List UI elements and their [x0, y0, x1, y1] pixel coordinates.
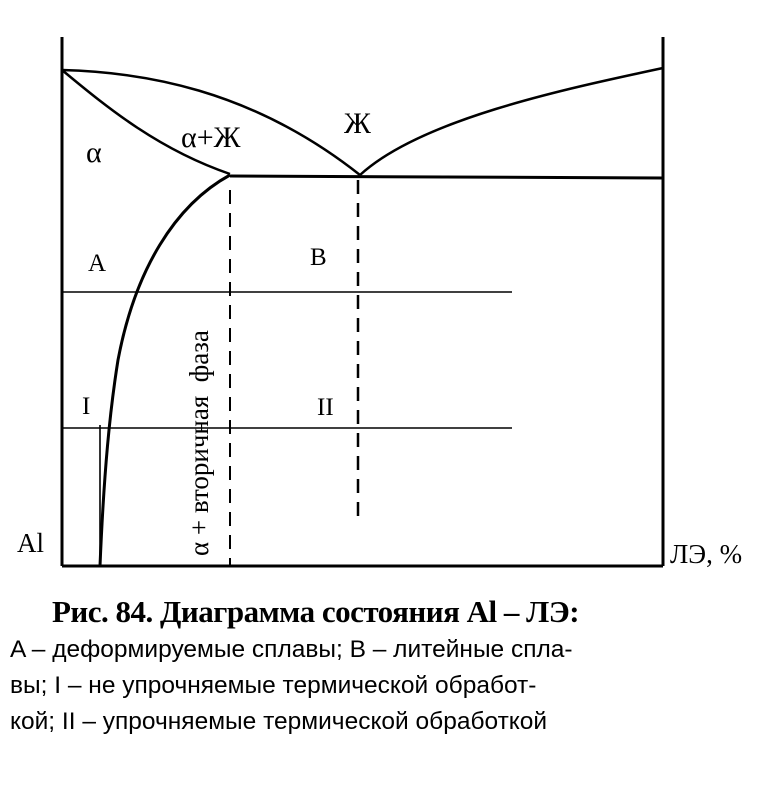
- alpha-liquid-label: α+Ж: [181, 121, 241, 154]
- eutectic-line: [230, 176, 663, 178]
- caption-title: Рис. 84. Диаграмма состояния Al – ЛЭ:: [52, 594, 580, 629]
- secondary-phase-label: α + вторичная фаза: [184, 330, 214, 556]
- alpha-label: α: [86, 136, 102, 169]
- x-axis-label: ЛЭ, %: [670, 539, 743, 569]
- caption-line: вы; I – не упрочняемые термической обработ-: [10, 672, 537, 699]
- region-a-label: A: [88, 250, 107, 277]
- caption-line: A – деформируемые сплавы; B – литейные спла-: [10, 636, 573, 663]
- liquidus-right-curve: [360, 68, 663, 175]
- al-axis-label: Al: [17, 528, 44, 558]
- region-ii-label: II: [317, 394, 334, 421]
- region-b-label: B: [310, 244, 327, 271]
- figure-caption: [0, 592, 776, 740]
- caption-line: кой; II – упрочняемые термической обработкой: [10, 708, 548, 735]
- region-i-label: I: [82, 393, 91, 420]
- liquid-label: Ж: [344, 107, 371, 140]
